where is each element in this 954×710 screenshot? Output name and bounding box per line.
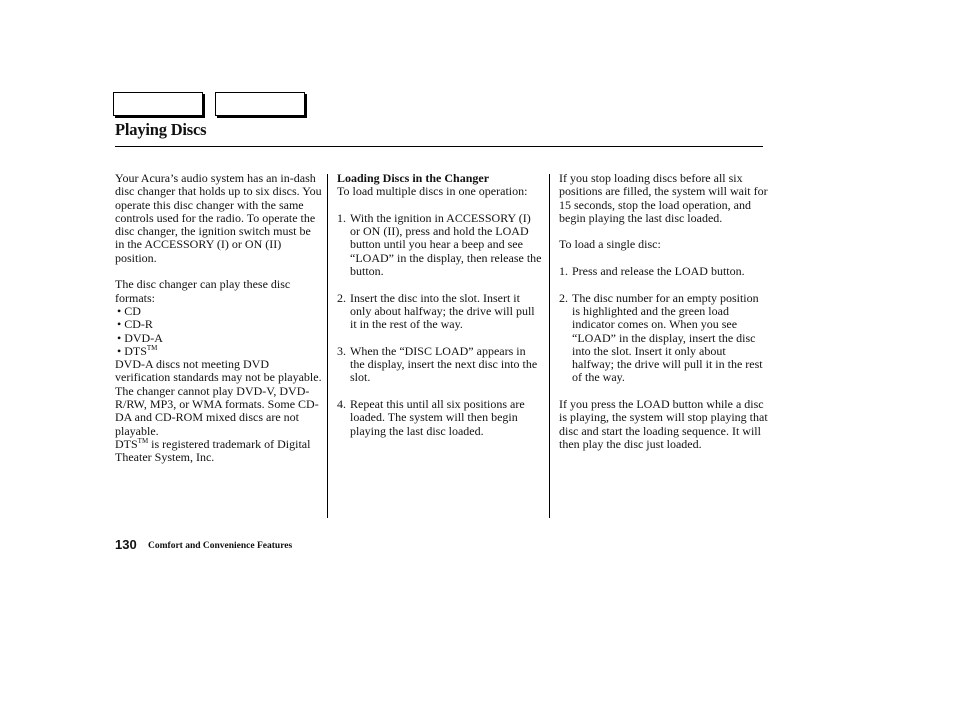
format-item: • CD-R (115, 318, 323, 331)
step-item: 2. Insert the disc into the slot. Insert it only about halfway; the drive will pull it in the rest of the way. (337, 290, 535, 332)
formats-list (115, 305, 323, 358)
single-load-intro: To load a single disc: (559, 237, 661, 252)
nav-tab-box-2[interactable] (215, 92, 305, 116)
dvda-note: DVD-A discs not meeting DVD verification standards may not be playable. (115, 357, 322, 385)
load-while-playing-paragraph: If you press the LOAD button while a disc is playing, the system will stop playing that disc and start the loading sequence. It will then play the disc just loaded. (559, 397, 768, 451)
multi-load-steps (337, 212, 543, 438)
step-item: 4. Repeat this until all six positions are loaded. The system will then begin playing the last disc loaded. (337, 397, 525, 438)
step-item: 1. Press and release the LOAD button. (559, 264, 745, 279)
trademark-note: DTS™ is registered trademark of Digital Theater System, Inc. (115, 436, 311, 465)
format-item: • DTS™ (115, 345, 323, 358)
title-rule (115, 146, 763, 147)
column-2 (337, 172, 543, 438)
column-1 (115, 172, 323, 465)
multi-load-intro: To load multiple discs in one operation: (337, 184, 528, 199)
format-item: • CD (115, 305, 323, 318)
stop-loading-paragraph: If you stop loading discs before all six positions are filled, the system will wait for 15 seconds, stop the load operation, and begin playing the last disc loaded. (559, 171, 768, 225)
step-item: 2. The disc number for an empty position is highlighted and the green load indicator comes on. When you see “LOAD” in the display, insert the disc into the slot. Insert it only about halfway; the drive will pull it in the rest of the way. (559, 290, 763, 385)
format-item: • DVD-A (115, 332, 323, 345)
column-divider-1 (327, 174, 328, 518)
column-divider-2 (549, 174, 550, 518)
unsupported-note: The changer cannot play DVD-V, DVD-R/RW, MP3, or WMA formats. Some CD-DA and CD-ROM mixed discs are not playable. (115, 383, 319, 438)
step-item: 1. With the ignition in ACCESSORY (I) or ON (II), press and hold the LOAD button until you hear a beep and see “LOAD” in the display, then release the button. (337, 210, 542, 279)
trademark-superscript: TM (146, 343, 158, 352)
nav-tab-box-1[interactable] (113, 92, 203, 116)
section-heading: Loading Discs in the Changer (337, 171, 490, 185)
column-3 (559, 172, 769, 451)
formats-intro: The disc changer can play these disc formats: (115, 277, 291, 305)
section-footer: Comfort and Convenience Features (148, 541, 293, 551)
page-title: Playing Discs (115, 120, 207, 139)
single-load-steps (559, 265, 769, 385)
page-number: 130 (115, 537, 137, 552)
intro-paragraph: Your Acura’s audio system has an in-dash disc changer that holds up to six discs. You operate this disc changer with the same controls used for the radio. To operate the disc changer, the ignition switch must be in the ACCESSORY (I) or ON (II) position. (115, 171, 322, 265)
trademark-superscript: TM (137, 436, 149, 445)
step-item: 3. When the “DISC LOAD” appears in the display, insert the next disc into the slot. (337, 343, 538, 385)
